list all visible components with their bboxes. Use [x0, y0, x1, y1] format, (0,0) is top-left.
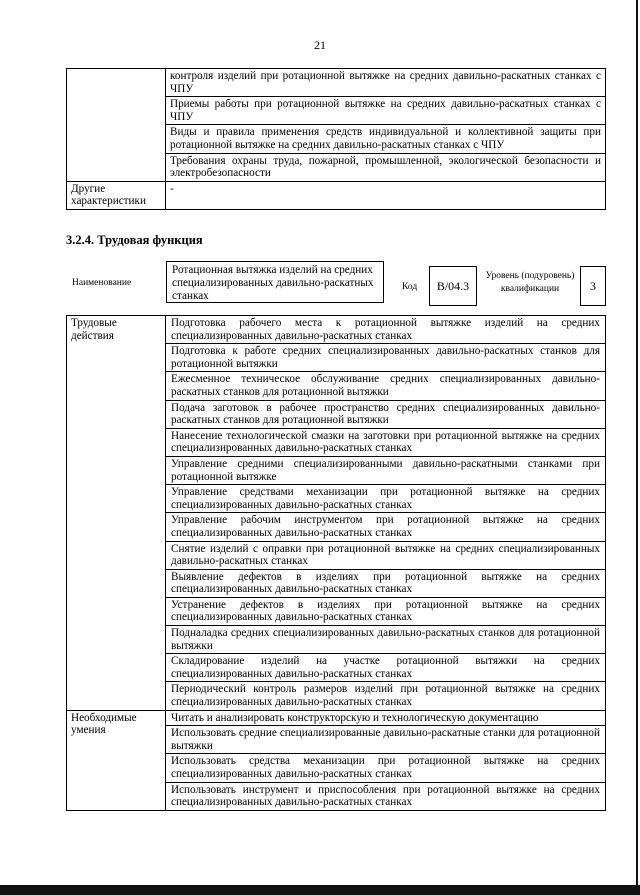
labor-action-item: Подналадка средних специализированных давильно-раскатных станков для ротационной вытяжки: [166, 626, 606, 654]
required-skill-item: Использовать средние специализированные давильно-раскатные станки для ротационной вытяжки: [166, 726, 606, 754]
table-row: [67, 69, 606, 97]
labor-action-item: Подготовка к работе средних специализированных давильно-раскатных станков для ротационной вытяжки: [166, 344, 606, 372]
section-heading: 3.2.4. Трудовая функция: [66, 233, 203, 247]
page-number: 21: [314, 38, 326, 52]
labor-action-item: Управление средними специализированными давильно-раскатными станками при ротационной вытяжке: [166, 456, 606, 484]
labor-action-item: Подготовка рабочего места к ротационной вытяжке изделий на средних специализированных давильно-раскатных станках: [166, 316, 606, 344]
page-edge-bottom: [0, 885, 640, 895]
name-label: Наименование: [72, 278, 132, 288]
labor-action-item: Складирование изделий на участке ротационной вытяжки на средних специализированных давильно-раскатных станках: [166, 654, 606, 682]
table-cell-text: Виды и правила применения средств индивидуальной и коллективной защиты при ротационной вытяжке на средних давильно-раскатных станках с ЧПУ: [166, 125, 606, 153]
table-cell-label: [67, 69, 166, 182]
table-cell-text: контроля изделий при ротационной вытяжке на средних давильно-раскатных станках с ЧПУ: [166, 69, 606, 97]
required-skills-label: Необходимые умения: [67, 710, 166, 810]
code-value-box: B/04.3: [429, 266, 477, 306]
required-skill-item: Читать и анализировать конструкторскую и технологическую документацию: [166, 710, 606, 726]
labor-action-item: Выявление дефектов в изделиях при ротационной вытяжке на средних специализированных давильно-раскатных станках: [166, 569, 606, 597]
table-cell-text: Требования охраны труда, пожарной, промышленной, экологической безопасности и электробезопасности: [166, 153, 606, 181]
labor-action-item: Управление рабочим инструментом при ротационной вытяжке на средних специализированных давильно-раскатных станках: [166, 513, 606, 541]
labor-function-table: [66, 315, 606, 811]
labor-actions-label: Трудовые действия: [67, 316, 166, 711]
table-row: [67, 316, 606, 344]
table-cell-text: Приемы работы при ротационной вытяжке на средних давильно-раскатных станках с ЧПУ: [166, 97, 606, 125]
knowledge-continuation-table: [66, 68, 606, 210]
table-row: [67, 710, 606, 726]
labor-action-item: Периодический контроль размеров изделий при ротационной вытяжке на средних специализированных давильно-раскатных станках: [166, 682, 606, 710]
other-characteristics-label: Другие характеристики: [67, 181, 166, 209]
labor-action-item: Ежесменное техническое обслуживание средних специализированных давильно-раскатных станков для ротационной вытяжки: [166, 372, 606, 400]
function-name-box: Ротационная вытяжка изделий на средних специализированных давильно-раскатных станках: [166, 261, 384, 303]
table-row: [67, 181, 606, 209]
labor-action-item: Управление средствами механизации при ротационной вытяжке на средних специализированных давильно-раскатных станках: [166, 485, 606, 513]
labor-action-item: Нанесение технологической смазки на заготовки при ротационной вытяжке на средних специализированных давильно-раскатных станках: [166, 428, 606, 456]
qualification-level-label: Уровень (подуровень) квалификации: [485, 271, 575, 294]
required-skill-item: Использовать инструмент и приспособления при ротационной вытяжке на средних специализированных давильно-раскатных станках: [166, 782, 606, 810]
labor-action-item: Подача заготовок в рабочее пространство средних специализированных давильно-раскатных станков для ротационной вытяжки: [166, 400, 606, 428]
code-label: Код: [402, 282, 418, 292]
labor-action-item: Устранение дефектов в изделиях при ротационной вытяжке на средних специализированных давильно-раскатных станках: [166, 597, 606, 625]
labor-action-item: Снятие изделий с оправки при ротационной вытяжке на средних специализированных давильно-раскатных станках: [166, 541, 606, 569]
required-skill-item: Использовать средства механизации при ротационной вытяжке на средних специализированных давильно-раскатных станках: [166, 754, 606, 782]
page-edge-right: [636, 0, 638, 895]
qualification-level-box: 3: [580, 266, 606, 306]
other-characteristics-value: -: [166, 181, 606, 209]
